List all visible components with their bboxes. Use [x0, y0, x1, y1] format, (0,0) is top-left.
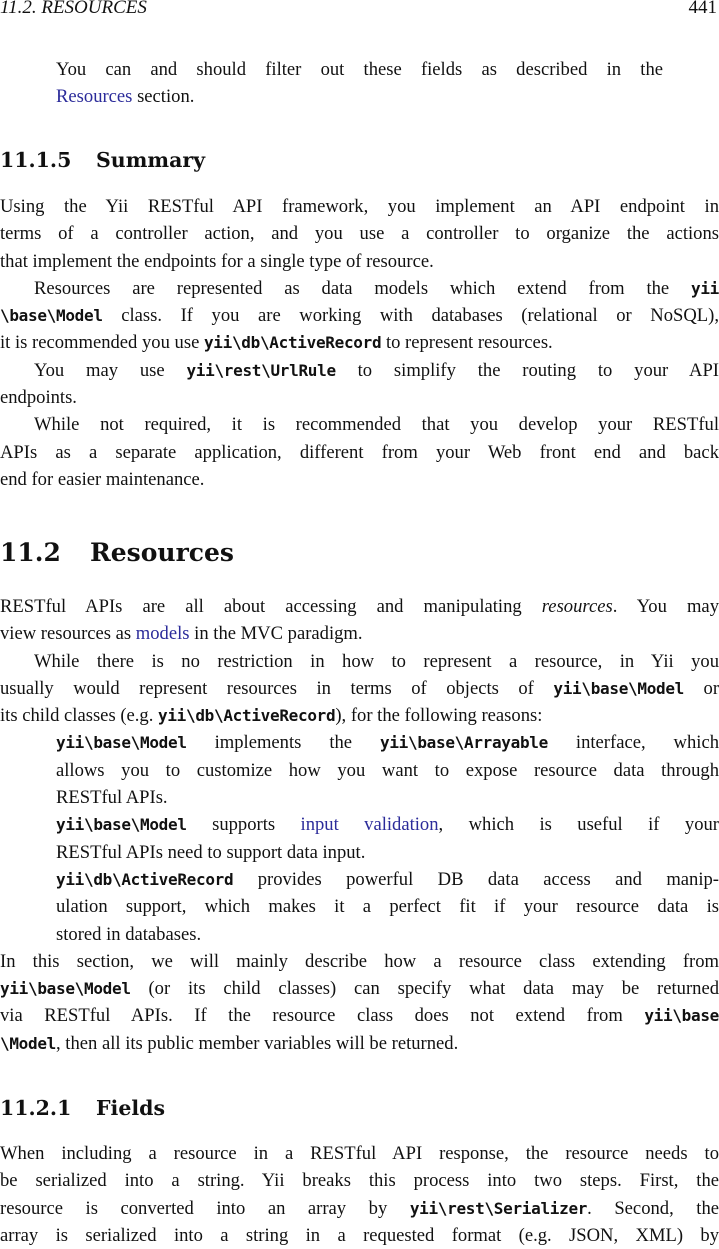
summary-p2-line-1: Resources are represented as data models which extend from the yii — [34, 277, 719, 299]
summary-p1-line-1: Using the Yii RESTful API framework, you implement an API endpoint in — [0, 196, 719, 217]
resources-p2-line-2: usually would represent resources in terms of objects of yii\base\Model or — [0, 677, 719, 699]
input-validation-link[interactable]: input validation — [300, 814, 439, 836]
summary-heading — [0, 148, 205, 172]
fields-heading-number: 11.2.1 — [0, 1096, 72, 1120]
resources-p2-line-3: its child classes (e.g. yii\db\ActiveRecord), for the following reasons: — [0, 705, 543, 727]
summary-p3-line-1: You may use yii\rest\UrlRule to simplify the routing to your API — [34, 359, 719, 381]
resources-p3-line-2: yii\base\Model (or its child classes) can specify what data may be returned — [0, 978, 719, 1000]
summary-heading-number: 11.1.5 — [0, 148, 72, 172]
fields-body — [0, 1140, 719, 1249]
summary-p2-line-3: it is recommended you use yii\db\ActiveRecord to represent resources. — [0, 332, 553, 354]
list-item: yii\base\Model implements the yii\base\Arrayable interface, which allows you to customize how you want to expose resource data through RESTful APIs. — [56, 732, 719, 809]
resources-p1-line-2: view resources as models in the MVC paradigm. — [0, 623, 363, 645]
list-item: yii\db\ActiveRecord provides powerful DB data access and manip- ulation support, which makes it a perfect fit if your resource data is stored in databases. — [56, 868, 719, 945]
resources-p2-line-1: While there is no restriction in how to represent a resource, in Yii you — [34, 650, 719, 672]
resources-heading — [0, 538, 234, 567]
resources-body — [0, 593, 719, 1057]
running-header — [0, 0, 717, 19]
summary-p3-line-2: endpoints. — [0, 387, 77, 409]
page-number: 441 — [688, 0, 717, 18]
filter-note — [0, 56, 719, 111]
resources-p3-line-1: In this section, we will mainly describe how a resource class extending from — [0, 950, 719, 972]
fields-heading-title: Fields — [96, 1096, 166, 1120]
fields-line-2: be serialized into a string. Yii breaks this process into two steps. First, the — [0, 1170, 719, 1192]
note-line-1: You can and should filter out these fields as described in the — [56, 59, 663, 80]
fields-heading — [0, 1096, 165, 1120]
resources-heading-title: Resources — [90, 538, 234, 567]
resources-p1-line-1: RESTful APIs are all about accessing and manipulating resources. You may — [0, 596, 719, 617]
resources-heading-number: 11.2 — [0, 538, 61, 567]
summary-heading-title: Summary — [96, 148, 206, 172]
fields-line-3: resource is converted into an array by yii\rest\Serializer. Second, the — [0, 1197, 719, 1219]
summary-p4-line-3: end for easier maintenance. — [0, 468, 205, 490]
summary-p4-line-1: While not required, it is recommended that you develop your RESTful — [34, 414, 719, 436]
resources-link[interactable]: Resources — [56, 86, 133, 108]
summary-p1-line-3: that implement the endpoints for a single type of resource. — [0, 250, 434, 272]
resources-p3-line-3: via RESTful APIs. If the resource class does not extend from yii\base — [0, 1005, 719, 1027]
fields-line-1: When including a resource in a RESTful API response, the resource needs to — [0, 1143, 719, 1164]
resources-p3-line-4: \Model, then all its public member variables will be returned. — [0, 1032, 459, 1054]
summary-body — [0, 193, 719, 493]
reasons-list — [0, 729, 719, 947]
running-header-section: 11.2. RESOURCES — [0, 0, 147, 18]
summary-p1-line-2: terms of a controller action, and you use a controller to organize the actions — [0, 223, 719, 245]
list-item: yii\base\Model supports input validation, which is useful if your RESTful APIs need to support data input. — [56, 814, 719, 863]
note-line-2: Resources section. — [56, 86, 195, 108]
models-link[interactable]: models — [135, 623, 190, 645]
summary-p2-line-2: \base\Model class. If you are working with databases (relational or NoSQL), — [0, 305, 719, 327]
fields-line-4: array is serialized into a string in a requested format (e.g. JSON, XML) by — [0, 1224, 719, 1246]
summary-p4-line-2: APIs as a separate application, different from your Web front end and back — [0, 441, 719, 463]
